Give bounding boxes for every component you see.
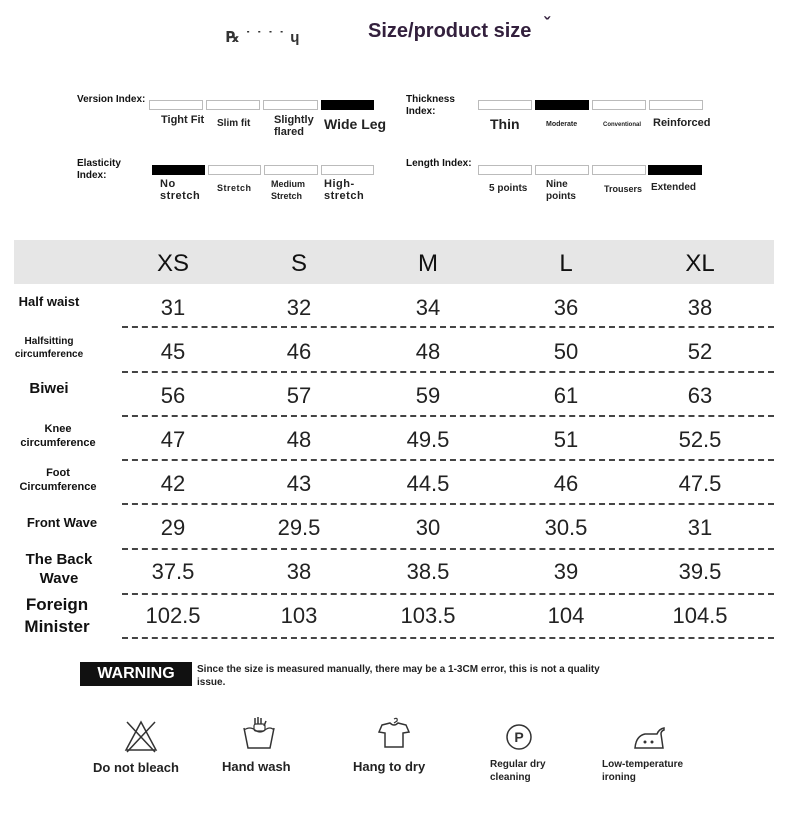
- table-cell: 49.5: [406, 427, 450, 452]
- care-label-dry-clean: Regular dry cleaning: [490, 759, 546, 783]
- elasticity-seg-2: [264, 165, 318, 175]
- title-mark: ˇ: [544, 14, 550, 34]
- table-cell: 30.5: [544, 515, 588, 540]
- care-label-hang-dry: Hang to dry: [353, 759, 426, 774]
- thickness-option-2: Conventional: [603, 122, 642, 128]
- version-seg-2: [263, 100, 318, 110]
- thickness-index-label: Thickness Index:: [406, 94, 455, 117]
- table-cell: 39: [553, 559, 579, 584]
- table-cell: 61: [553, 383, 579, 408]
- table-cell: 47.5: [678, 471, 722, 496]
- row-label: Foot Circumference: [19, 467, 97, 493]
- version-seg-0: [149, 100, 203, 110]
- length-option-3: Extended: [651, 182, 697, 193]
- table-cell: 47: [160, 427, 186, 452]
- table-cell: 46: [553, 471, 579, 496]
- length-seg-0: [478, 165, 532, 175]
- size-header-row: [14, 240, 774, 284]
- size-header-m: M: [418, 250, 438, 277]
- table-cell: 63: [687, 383, 713, 408]
- elasticity-seg-0: [152, 165, 205, 175]
- version-index-label: Version Index:: [77, 94, 146, 105]
- table-cell: 57: [286, 383, 312, 408]
- elasticity-seg-3: [321, 165, 374, 175]
- table-cell: 42: [160, 471, 186, 496]
- thickness-seg-0: [478, 100, 532, 110]
- thickness-option-1: Moderate: [546, 121, 578, 128]
- title-bar: [0, 14, 790, 54]
- length-option-1: Nine points: [546, 179, 576, 202]
- table-cell: 29.5: [277, 515, 321, 540]
- row-divider: [122, 637, 774, 639]
- version-option-2: Slightly flared: [274, 114, 314, 138]
- version-option-0: Tight Fit: [161, 114, 205, 126]
- table-cell: 44.5: [406, 471, 450, 496]
- table-cell: 30: [415, 515, 441, 540]
- table-cell: 36: [553, 295, 579, 320]
- size-header-l: L: [559, 250, 573, 277]
- table-cell: 31: [687, 515, 713, 540]
- row-divider: [122, 415, 774, 417]
- warning-badge: WARNING: [80, 662, 192, 686]
- elasticity-index-label: Elasticity Index:: [77, 158, 121, 181]
- row-divider: [122, 326, 774, 328]
- elasticity-seg-1: [208, 165, 261, 175]
- row-label: Biwei: [29, 380, 69, 397]
- title-scribble: ℞ ˙ ˙ ˙ ˙ ɥ: [226, 29, 301, 46]
- length-index-label: Length Index:: [406, 158, 472, 169]
- table-cell: 29: [160, 515, 186, 540]
- table-cell: 56: [160, 383, 186, 408]
- row-label: Halfsitting circumference: [14, 336, 84, 360]
- table-cell: 31: [160, 295, 186, 320]
- thickness-option-0: Thin: [490, 116, 520, 132]
- length-option-2: Trousers: [604, 184, 643, 194]
- row-divider: [122, 371, 774, 373]
- no-bleach-icon: [123, 718, 159, 754]
- row-divider: [122, 593, 774, 595]
- row-label: Front Wave: [26, 515, 98, 530]
- warning-text: Since the size is measured manually, there may be a 1-3CM error, this is not a quality issue.: [197, 664, 600, 688]
- version-seg-1: [206, 100, 260, 110]
- row-divider: [122, 459, 774, 461]
- elasticity-option-0: No stretch: [160, 178, 201, 202]
- row-divider: [122, 548, 774, 550]
- row-label: Knee circumference: [20, 423, 96, 449]
- version-seg-3: [321, 100, 374, 110]
- length-seg-3: [648, 165, 702, 175]
- length-seg-2: [592, 165, 646, 175]
- care-label-hand-wash: Hand wash: [222, 759, 291, 774]
- table-cell: 104.5: [672, 603, 728, 628]
- thickness-seg-1: [535, 100, 589, 110]
- thickness-seg-2: [592, 100, 646, 110]
- table-cell: 48: [286, 427, 312, 452]
- table-cell: 38.5: [406, 559, 450, 584]
- elasticity-option-1: Stretch: [217, 183, 252, 193]
- table-cell: 51: [553, 427, 579, 452]
- dry-clean-icon: [504, 722, 540, 758]
- length-option-0: 5 points: [489, 183, 528, 194]
- table-cell: 103.5: [400, 603, 456, 628]
- table-cell: 52: [687, 339, 713, 364]
- table-cell: 103: [280, 603, 318, 628]
- table-cell: 50: [553, 339, 579, 364]
- page-title: Size/product size: [368, 20, 532, 42]
- table-cell: 38: [286, 559, 312, 584]
- size-header-xs: XS: [156, 250, 189, 277]
- hang-dry-icon: [376, 715, 412, 751]
- row-label: Half waist: [18, 294, 80, 309]
- table-cell: 102.5: [145, 603, 201, 628]
- size-header-xl: XL: [685, 250, 715, 277]
- row-divider: [122, 503, 774, 505]
- table-cell: 46: [286, 339, 312, 364]
- table-cell: 48: [415, 339, 441, 364]
- table-cell: 43: [286, 471, 312, 496]
- thickness-option-3: Reinforced: [653, 117, 711, 129]
- elasticity-option-3: High-stretch: [324, 178, 365, 202]
- table-cell: 34: [415, 295, 441, 320]
- low-iron-icon: [631, 720, 667, 756]
- table-cell: 45: [160, 339, 186, 364]
- table-cell: 59: [415, 383, 441, 408]
- row-label: The Back Wave: [25, 551, 93, 587]
- care-label-no-bleach: Do not bleach: [93, 760, 179, 775]
- elasticity-option-2: Medium Stretch: [271, 179, 306, 201]
- svg-text:P: P: [514, 729, 524, 745]
- length-seg-1: [535, 165, 589, 175]
- size-header-s: S: [290, 250, 307, 277]
- version-option-3: Wide Leg: [324, 116, 387, 132]
- table-cell: 38: [687, 295, 713, 320]
- table-cell: 39.5: [678, 559, 722, 584]
- version-option-1: Slim fit: [217, 118, 251, 129]
- care-label-low-iron: Low-temperature ironing: [602, 759, 684, 783]
- table-cell: 37.5: [151, 559, 195, 584]
- table-cell: 52.5: [678, 427, 722, 452]
- row-label: Foreign Minister: [24, 595, 90, 636]
- table-cell: 104: [547, 603, 585, 628]
- thickness-seg-3: [649, 100, 703, 110]
- hand-wash-icon: [241, 716, 277, 752]
- table-cell: 32: [286, 295, 312, 320]
